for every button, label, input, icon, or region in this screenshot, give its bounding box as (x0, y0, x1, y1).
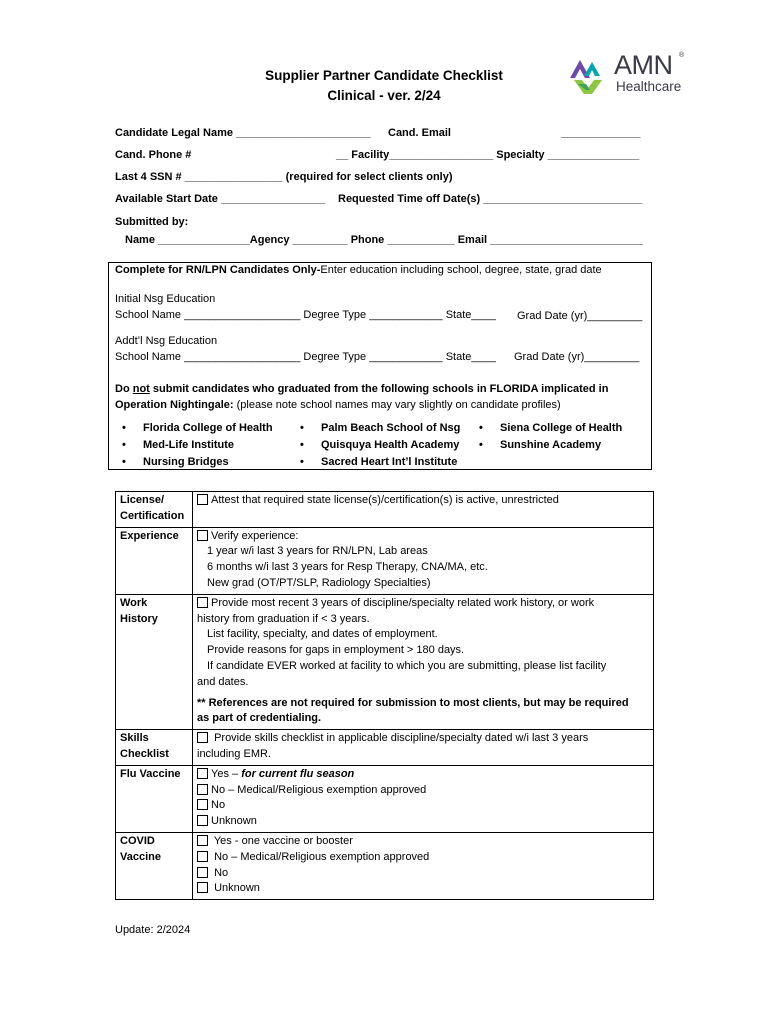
school-list-item: • Med-Life Institute (143, 439, 234, 451)
school-list-item: • Sunshine Academy (500, 439, 601, 451)
history-label: History (120, 612, 158, 625)
skills-label-cell (116, 730, 193, 766)
skills-checkbox[interactable] (197, 732, 208, 743)
table-row (116, 832, 654, 899)
license-label: License/ (120, 494, 165, 506)
checklist-table (115, 491, 654, 900)
page-subtitle: Clinical - ver. 2/24 (327, 88, 441, 103)
flu-exemption-checkbox[interactable] (197, 784, 208, 795)
covid-option-label: No (214, 866, 229, 879)
logo-wordmark: AMN (614, 50, 673, 80)
initial-nsg-education-label: Initial Nsg Education (115, 293, 216, 305)
table-row (116, 527, 654, 594)
school-list-item: • Nursing Bridges (143, 456, 229, 468)
covid-option-label: No – Medical/Religious exemption approved (214, 850, 430, 863)
work-history-checkbox[interactable] (197, 597, 208, 608)
cand-email-label[interactable]: Cand. Email (388, 127, 451, 139)
work-history-label-cell (116, 594, 193, 729)
covid-yes-checkbox[interactable] (197, 835, 208, 846)
warn-operation: Operation Nightingale: (115, 399, 234, 411)
rn-lpn-heading-bold: Complete for RN/LPN Candidates Only- (115, 264, 321, 276)
table-row (116, 730, 654, 766)
flu-unknown-checkbox[interactable] (197, 815, 208, 826)
covid-vaccine-content-cell (193, 832, 654, 899)
experience-line: 1 year w/i last 3 years for RN/LPN, Lab areas (207, 545, 428, 558)
flu-option-label: No – Medical/Religious exemption approved (211, 783, 427, 796)
license-checkbox[interactable] (197, 494, 208, 505)
logo-registered-mark: ® (679, 52, 685, 59)
school-list-item: • Florida College of Health (143, 422, 273, 434)
cand-email-blank[interactable]: _____________ (561, 127, 641, 139)
work-history-text: Provide most recent 3 years of discipline/specialty related work history, or work (211, 596, 595, 609)
amn-logo-mark-icon (568, 52, 612, 96)
covid-exemption-checkbox[interactable] (197, 851, 208, 862)
experience-line: 6 months w/i last 3 years for Resp Therapy, CNA/MA, etc. (207, 561, 488, 574)
last4-ssn-field[interactable]: Last 4 SSN # ________________ (required for select clients only) (115, 171, 453, 183)
experience-line: New grad (OT/PT/SLP, Radiology Specialties) (207, 576, 431, 589)
update-footer: Update: 2/2024 (115, 924, 191, 936)
work-history-line: Provide reasons for gaps in employment > 180 days. (207, 644, 465, 657)
covid-unknown-checkbox[interactable] (197, 882, 208, 893)
initial-grad-date-field[interactable]: Grad Date (yr)_________ (517, 310, 643, 322)
flu-option-label: Unknown (211, 815, 257, 828)
covid-vaccine-label-cell (116, 832, 193, 899)
warn-not: not (132, 383, 150, 395)
work-history-text: and dates. (197, 675, 249, 688)
covid-option-label: Unknown (214, 882, 260, 895)
certification-label: Certification (120, 509, 185, 522)
submitter-info-field[interactable]: Name _______________Agency _________ Phone ___________ Email _________________________ (125, 234, 644, 246)
checklist-label: Checklist (120, 747, 169, 760)
skills-label: Skills (120, 732, 149, 745)
references-note: as part of credentialing. (197, 712, 322, 725)
flu-yes-checkbox[interactable] (197, 768, 208, 779)
flu-vaccine-label-cell: Flu Vaccine (116, 765, 193, 832)
amn-logo (566, 50, 696, 98)
submitted-by-label: Submitted by: (115, 216, 189, 228)
initial-nsg-education-row[interactable]: School Name ___________________ Degree Type ____________ State____ (115, 309, 496, 321)
flu-vaccine-content-cell (193, 765, 654, 832)
work-history-line: If candidate EVER worked at facility to which you are submitting, please list facility (207, 659, 607, 672)
rn-lpn-heading-rest: Enter education including school, degree, state, grad date (320, 264, 602, 276)
warn-note: (please note school names may vary slightly on candidate profiles) (233, 399, 561, 411)
facility-specialty-field[interactable]: __ Facility_________________ Specialty _______________ (336, 149, 640, 161)
work-history-content-cell (193, 594, 654, 729)
license-content-cell (193, 492, 654, 528)
page-title: Supplier Partner Candidate Checklist (265, 68, 503, 83)
warn-do: Do (115, 383, 133, 395)
skills-text: Provide skills checklist in applicable discipline/specialty dated w/i last 3 years (214, 732, 589, 745)
school-list-item: • Siena College of Health (500, 422, 622, 434)
vaccine-label: Vaccine (120, 850, 161, 863)
requested-time-off-field[interactable]: Requested Time off Date(s) __________________________ (338, 193, 643, 205)
candidate-legal-name-field[interactable]: Candidate Legal Name ______________________ (115, 127, 371, 139)
operation-nightingale-line2 (115, 399, 561, 411)
skills-content-cell (193, 730, 654, 766)
addtl-nsg-education-label: Addt’l Nsg Education (115, 335, 218, 347)
work-label: Work (120, 596, 148, 609)
flu-option-label: No (211, 799, 226, 812)
available-start-date-field[interactable]: Available Start Date _________________ (115, 193, 325, 205)
work-history-text: history from graduation if < 3 years. (197, 612, 370, 625)
logo-healthcare: Healthcare (616, 79, 682, 94)
skills-text: including EMR. (197, 747, 271, 760)
covid-no-checkbox[interactable] (197, 867, 208, 878)
school-list-item: • Palm Beach School of Nsg (321, 422, 460, 434)
table-row (116, 492, 654, 528)
addtl-nsg-education-row[interactable]: School Name ___________________ Degree Type ____________ State____ (115, 351, 496, 363)
table-row (116, 765, 654, 832)
flu-yes-emphasis: for current flu season (241, 767, 355, 780)
license-text: Attest that required state license(s)/certification(s) is active, unrestricted (211, 494, 559, 506)
references-note: ** References are not required for submission to most clients, but may be required (197, 696, 629, 709)
covid-option-label: Yes - one vaccine or booster (213, 834, 353, 847)
table-row (116, 594, 654, 729)
covid-label: COVID (120, 834, 155, 847)
rn-lpn-heading (115, 264, 602, 276)
warn-rest: submit candidates who graduated from the following schools in FLORIDA implicated in (149, 383, 609, 395)
cand-phone-field[interactable]: Cand. Phone # (115, 149, 192, 161)
work-history-line: List facility, specialty, and dates of employment. (207, 628, 438, 641)
school-list-item: • Quisquya Health Academy (321, 439, 459, 451)
experience-label-cell: Experience (116, 527, 193, 594)
license-label-cell (116, 492, 193, 528)
flu-no-checkbox[interactable] (197, 799, 208, 810)
addtl-grad-date-field[interactable]: Grad Date (yr)_________ (514, 351, 640, 363)
experience-content-cell (193, 527, 654, 594)
school-list-item: • Sacred Heart Int’l Institute (321, 456, 457, 468)
operation-nightingale-warning (115, 383, 608, 395)
flu-yes-label: Yes – (211, 767, 242, 780)
experience-text: Verify experience: (211, 529, 299, 542)
experience-checkbox[interactable] (197, 530, 208, 541)
